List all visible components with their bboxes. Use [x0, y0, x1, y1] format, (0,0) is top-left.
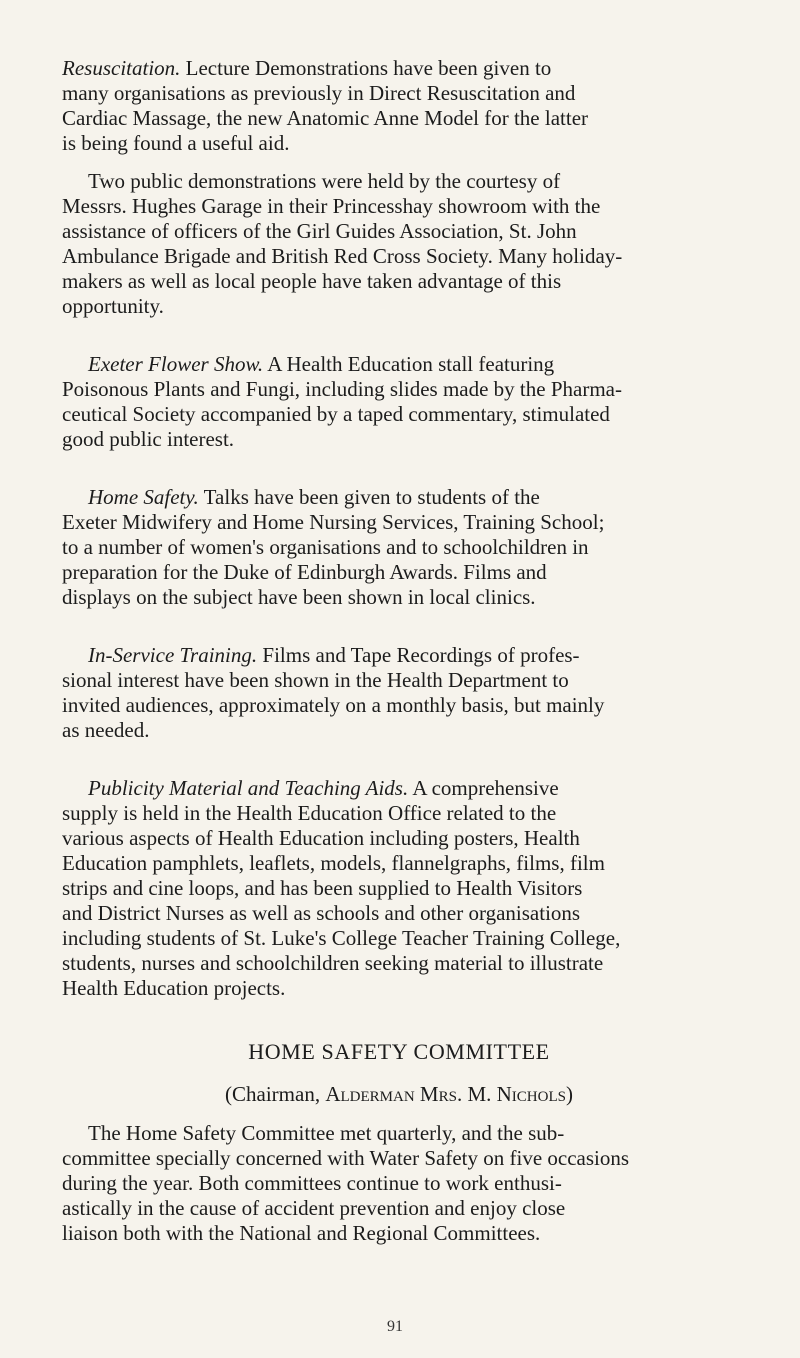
- paragraph-lead: Home Safety.: [88, 485, 199, 509]
- text-line: Health Education projects.: [62, 976, 286, 1000]
- text-line: good public interest.: [62, 427, 235, 451]
- text-line: including students of St. Luke's College Teacher Training College,: [62, 926, 621, 950]
- paragraph-flower-show: [62, 352, 752, 452]
- text-line: Messrs. Hughes Garage in their Princesshay showroom with the: [62, 194, 601, 218]
- text-line: liaison both with the National and Regional Committees.: [62, 1221, 541, 1245]
- text-line: during the year. Both committees continue to work enthusi-: [62, 1171, 562, 1195]
- text-line: Home Safety. Talks have been given to students of the: [88, 485, 540, 509]
- text-line: sional interest have been shown in the Health Department to: [62, 668, 569, 692]
- paragraph-home-safety: [62, 485, 752, 610]
- paragraph-lead: In-Service Training.: [88, 643, 258, 667]
- text-line: as needed.: [62, 718, 150, 742]
- text-line: invited audiences, approximately on a monthly basis, but mainly: [62, 693, 605, 717]
- chairman-name: Alderman Mrs. M. Nichols: [325, 1082, 566, 1106]
- page-number: 91: [387, 1318, 403, 1335]
- text-line: and District Nurses as well as schools and other organisations: [62, 901, 581, 925]
- section-heading: HOME SAFETY COMMITTEE: [248, 1039, 550, 1064]
- text-line: Two public demonstrations were held by the courtesy of: [88, 169, 561, 193]
- text-line: makers as well as local people have taken advantage of this: [62, 269, 562, 293]
- text-line: Exeter Flower Show. A Health Education stall featuring: [88, 352, 555, 376]
- text-line: opportunity.: [62, 294, 164, 318]
- text-line: supply is held in the Health Education Office related to the: [62, 801, 557, 825]
- paragraph-publicity-material: [62, 776, 752, 1001]
- text-line: Education pamphlets, leaflets, models, flannelgraphs, films, film: [62, 851, 605, 875]
- text-line: Cardiac Massage, the new Anatomic Anne Model for the latter: [62, 106, 589, 130]
- text-line: students, nurses and schoolchildren seeking material to illustrate: [62, 951, 604, 975]
- text-line: preparation for the Duke of Edinburgh Awards. Films and: [62, 560, 547, 584]
- text-line: assistance of officers of the Girl Guides Association, St. John: [62, 219, 577, 243]
- text-line: astically in the cause of accident prevention and enjoy close: [62, 1196, 566, 1220]
- paragraph-committee: [62, 1121, 752, 1246]
- text-line: Resuscitation. Lecture Demonstrations have been given to: [62, 56, 552, 80]
- paragraph-in-service-training: [62, 643, 752, 743]
- text-line: strips and cine loops, and has been supplied to Health Visitors: [62, 876, 583, 900]
- text-line: is being found a useful aid.: [62, 131, 290, 155]
- text-line: many organisations as previously in Direct Resuscitation and: [62, 81, 576, 105]
- text-line: ceutical Society accompanied by a taped commentary, stimulated: [62, 402, 610, 426]
- paragraph-resuscitation: [62, 56, 752, 156]
- text-line: Poisonous Plants and Fungi, including slides made by the Pharma-: [62, 377, 622, 401]
- text-line: to a number of women's organisations and to schoolchildren in: [62, 535, 589, 559]
- text-line: Exeter Midwifery and Home Nursing Services, Training School;: [62, 510, 605, 534]
- chairman-line: (Chairman, Alderman Mrs. M. Nichols): [225, 1082, 573, 1106]
- text-line: Publicity Material and Teaching Aids. A comprehensive: [88, 776, 559, 800]
- text-line: various aspects of Health Education including posters, Health: [62, 826, 580, 850]
- text-line: committee specially concerned with Water Safety on five occasions: [62, 1146, 630, 1170]
- paragraph-lead: Exeter Flower Show.: [88, 352, 264, 376]
- text-line: displays on the subject have been shown in local clinics.: [62, 585, 536, 609]
- paragraph-public-demonstrations: [62, 169, 752, 319]
- paragraph-lead: Resuscitation.: [62, 56, 181, 80]
- text-line: In-Service Training. Films and Tape Recordings of profes-: [88, 643, 580, 667]
- text-line: The Home Safety Committee met quarterly, and the sub-: [88, 1121, 565, 1145]
- text-line: Ambulance Brigade and British Red Cross Society. Many holiday-: [62, 244, 623, 268]
- paragraph-lead: Publicity Material and Teaching Aids.: [88, 776, 409, 800]
